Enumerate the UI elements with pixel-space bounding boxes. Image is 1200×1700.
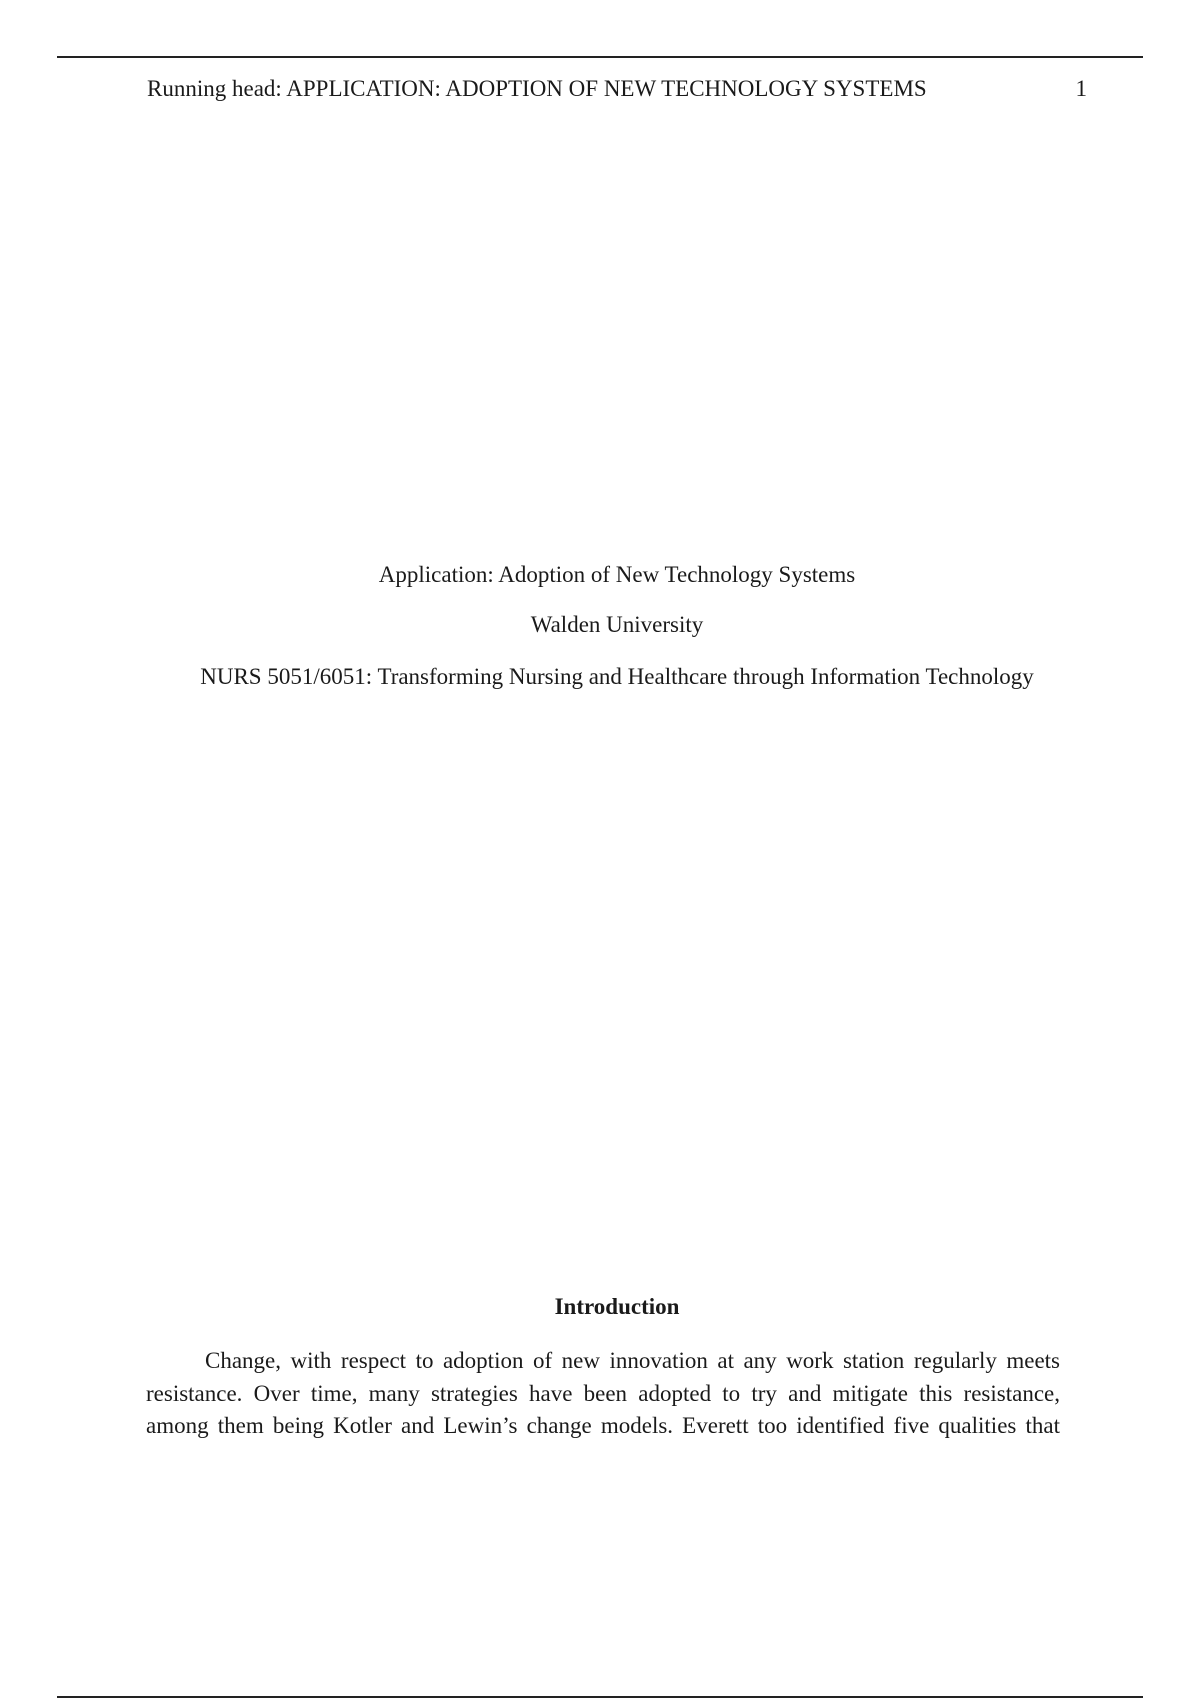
institution-name: Walden University <box>530 612 704 637</box>
running-head-text: Running head: APPLICATION: ADOPTION OF NEW TECHNOLOGY SYSTEMS <box>147 76 927 101</box>
top-rule <box>57 56 1143 58</box>
paragraph-line: resistance. Over time, many strategies have been adopted to try and mitigate this resistance, <box>146 1380 1060 1406</box>
page-number: 1 <box>1075 76 1087 101</box>
running-head <box>147 74 1087 104</box>
introduction-paragraph <box>146 1345 1060 1443</box>
introduction-heading: Introduction <box>554 1294 680 1319</box>
paragraph-line: Change, with respect to adoption of new innovation at any work station regularly meets <box>205 1348 1060 1373</box>
paper-title: Application: Adoption of New Technology Systems <box>378 562 856 587</box>
course-name: NURS 5051/6051: Transforming Nursing and Healthcare through Information Technology <box>200 664 1034 689</box>
title-block <box>0 560 1200 712</box>
paragraph-line: among them being Kotler and Lewin’s change models. Everett too identified five qualities that <box>146 1413 1060 1438</box>
bottom-rule <box>57 1696 1143 1698</box>
